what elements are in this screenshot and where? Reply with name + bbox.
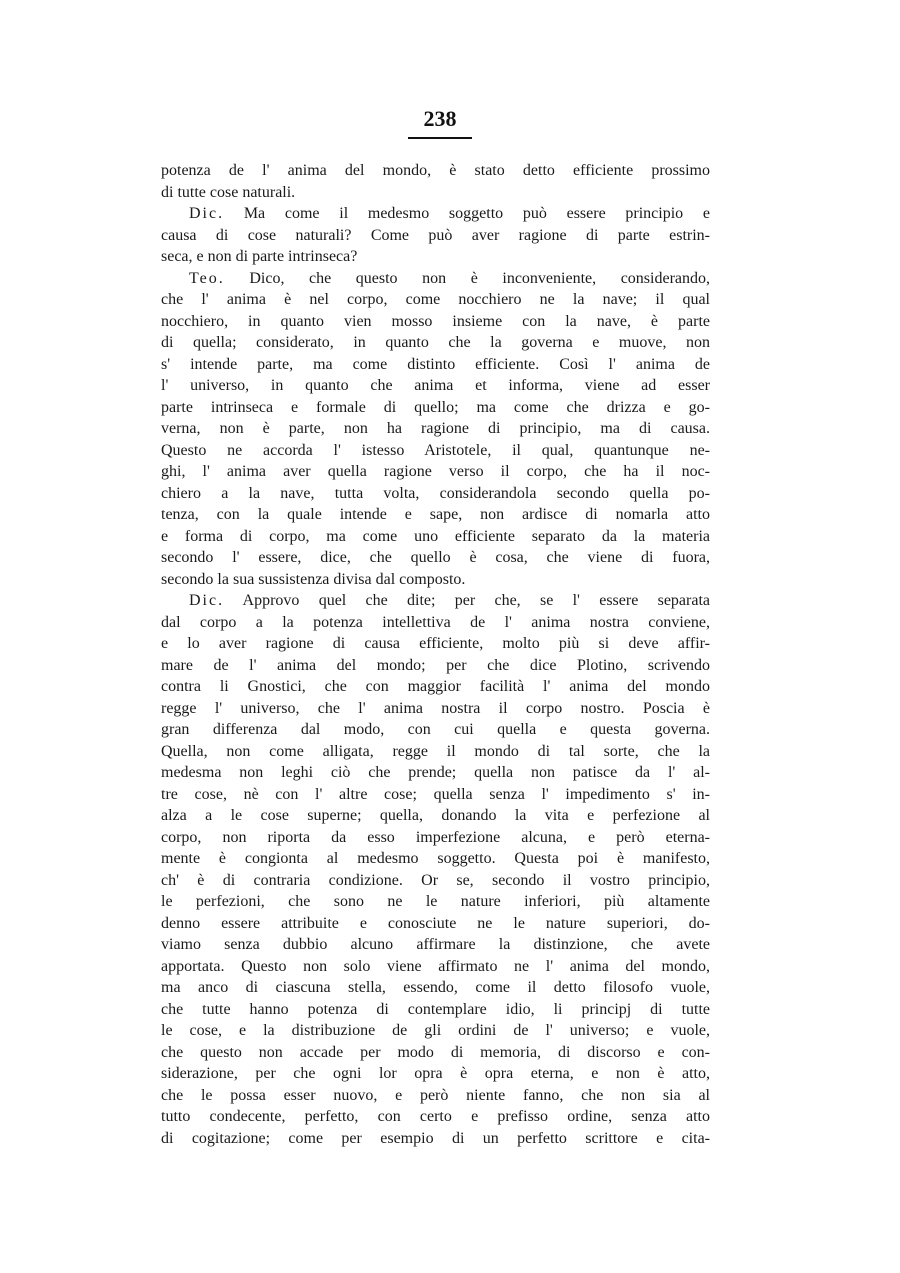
speaker-label: Dic. bbox=[189, 205, 225, 222]
text-line bbox=[161, 461, 710, 483]
line-text: le perfezioni, che sono ne le nature inferiori, più altamente bbox=[161, 893, 710, 910]
line-text: che tutte hanno potenza di contemplare idio, li principj di tutte bbox=[161, 1000, 710, 1018]
text-line bbox=[161, 612, 710, 634]
line-text: mare de l' anima del mondo; per che dice Plotino, scrivendo bbox=[161, 656, 710, 674]
text-line bbox=[161, 934, 710, 956]
text-line bbox=[161, 741, 710, 763]
text-line bbox=[161, 1128, 710, 1150]
text-line bbox=[161, 246, 710, 268]
text-line bbox=[161, 397, 710, 419]
line-text: viamo senza dubbio alcuno affirmare la distinzione, che avete bbox=[161, 936, 710, 953]
text-line bbox=[161, 311, 710, 333]
line-text: siderazione, per che ogni lor opra è opra eterna, e non è atto, bbox=[161, 1065, 710, 1082]
text-line bbox=[161, 913, 710, 935]
text-line bbox=[161, 569, 710, 591]
text-line bbox=[161, 1020, 710, 1042]
text-line bbox=[161, 547, 710, 569]
text-line bbox=[161, 526, 710, 548]
text-line bbox=[161, 827, 710, 849]
text-line bbox=[161, 848, 710, 870]
text-line bbox=[161, 1042, 710, 1064]
line-text: che le possa esser nuovo, e però niente fanno, che non sia al bbox=[161, 1086, 710, 1104]
line-text: Quella, non come alligata, regge il mondo di tal sorte, che la bbox=[161, 742, 710, 760]
speaker-label: Dic. bbox=[189, 592, 225, 609]
text-line bbox=[161, 225, 710, 247]
text-line bbox=[161, 633, 710, 655]
line-text: Ma come il medesmo soggetto può essere principio e bbox=[224, 205, 710, 222]
line-text: nocchiero, in quanto vien mosso insieme con la nave, è parte bbox=[161, 312, 710, 330]
text-line bbox=[161, 676, 710, 698]
text-line bbox=[161, 655, 710, 677]
line-text: s' intende parte, ma come distinto efficiente. Così l' anima de bbox=[161, 355, 710, 373]
text-line bbox=[161, 504, 710, 526]
line-text: tutto condecente, perfetto, con certo e prefisso ordine, senza atto bbox=[161, 1108, 710, 1125]
text-line bbox=[161, 698, 710, 720]
line-text: mente è congionta al medesmo soggetto. Questa poi è manifesto, bbox=[161, 850, 710, 867]
line-text: seca, e non di parte intrinseca? bbox=[161, 248, 358, 265]
line-text: dal corpo a la potenza intellettiva de l' anima nostra conviene, bbox=[161, 613, 710, 631]
line-text: di cogitazione; come per esempio di un perfetto scrittore e cita- bbox=[161, 1129, 710, 1147]
line-text: tre cose, nè con l' altre cose; quella senza l' impedimento s' in- bbox=[161, 785, 710, 803]
text-line bbox=[161, 805, 710, 827]
line-text: le cose, e la distribuzione de gli ordini de l' universo; e vuole, bbox=[161, 1022, 710, 1039]
line-text: ma anco di ciascuna stella, essendo, come il detto filosofo vuole, bbox=[161, 979, 710, 996]
line-text: e lo aver ragione di causa efficiente, molto più si deve affir- bbox=[161, 635, 710, 652]
text-line bbox=[161, 784, 710, 806]
line-text: l' universo, in quanto che anima et informa, viene ad esser bbox=[161, 377, 710, 394]
text-line bbox=[161, 203, 710, 225]
text-line bbox=[161, 354, 710, 376]
text-line bbox=[161, 332, 710, 354]
text-line bbox=[161, 870, 710, 892]
text-line bbox=[161, 977, 710, 999]
text-line bbox=[161, 160, 710, 182]
line-text: tenza, con la quale intende e sape, non ardisce di nomarla atto bbox=[161, 506, 710, 523]
line-text: Approvo quel che dite; per che, se l' essere separata bbox=[224, 592, 710, 609]
text-line bbox=[161, 719, 710, 741]
text-line bbox=[161, 440, 710, 462]
speaker-label: Teo. bbox=[189, 269, 225, 287]
text-line bbox=[161, 483, 710, 505]
line-text: regge l' universo, che l' anima nostra il corpo nostro. Poscia è bbox=[161, 699, 710, 717]
line-text: ghi, l' anima aver quella ragione verso il corpo, che ha il noc- bbox=[161, 463, 710, 480]
page-number: 238 bbox=[423, 106, 457, 131]
line-text: secondo l' essere, dice, che quello è cosa, che viene di fuora, bbox=[161, 549, 710, 566]
line-text: e forma di corpo, ma come uno efficiente separato da la materia bbox=[161, 527, 710, 545]
line-text: alza a le cose superne; quella, donando la vita e perfezione al bbox=[161, 807, 710, 824]
line-text: apportata. Questo non solo viene affirmato ne l' anima del mondo, bbox=[161, 957, 710, 975]
line-text: di quella; considerato, in quanto che la governa e muove, non bbox=[161, 334, 710, 351]
line-text: ch' è di contraria condizione. Or se, secondo il vostro principio, bbox=[161, 871, 710, 889]
line-text: causa di cose naturali? Come può aver ragione di parte estrin- bbox=[161, 226, 710, 244]
text-line bbox=[161, 956, 710, 978]
line-text: secondo la sua sussistenza divisa dal composto. bbox=[161, 570, 466, 588]
header-rule bbox=[408, 137, 472, 139]
text-line bbox=[161, 1085, 710, 1107]
text-line bbox=[161, 418, 710, 440]
line-text: che questo non accade per modo di memoria, di discorso e con- bbox=[161, 1043, 710, 1061]
line-text: di tutte cose naturali. bbox=[161, 183, 296, 201]
line-text: chiero a la nave, tutta volta, considerandola secondo quella po- bbox=[161, 484, 710, 502]
text-line bbox=[161, 891, 710, 913]
text-line bbox=[161, 590, 710, 612]
line-text: Questo ne accorda l' istesso Aristotele, il qual, quantunque ne- bbox=[161, 441, 710, 459]
text-line bbox=[161, 182, 710, 204]
line-text: medesma non leghi ciò che prende; quella non patisce da l' al- bbox=[161, 764, 710, 781]
text-line bbox=[161, 1063, 710, 1085]
text-line bbox=[161, 762, 710, 784]
text-line bbox=[161, 268, 710, 290]
line-text: denno essere attribuite e conosciute ne le nature superiori, do- bbox=[161, 914, 710, 932]
line-text: contra li Gnostici, che con maggior facilità l' anima del mondo bbox=[161, 678, 710, 695]
line-text: parte intrinseca e formale di quello; ma come che drizza e go- bbox=[161, 398, 710, 416]
line-text: Dico, che questo non è inconveniente, considerando, bbox=[224, 269, 710, 287]
text-line bbox=[161, 289, 710, 311]
line-text: che l' anima è nel corpo, come nocchiero ne la nave; il qual bbox=[161, 291, 710, 308]
line-text: corpo, non riporta da esso imperfezione alcuna, e però eterna- bbox=[161, 828, 710, 846]
text-line bbox=[161, 999, 710, 1021]
body-text bbox=[161, 160, 710, 1149]
line-text: verna, non è parte, non ha ragione di principio, ma di causa. bbox=[161, 420, 710, 437]
text-line bbox=[161, 1106, 710, 1128]
line-text: potenza de l' anima del mondo, è stato detto efficiente prossimo bbox=[161, 162, 710, 179]
text-line bbox=[161, 375, 710, 397]
line-text: gran differenza dal modo, con cui quella e questa governa. bbox=[161, 721, 710, 738]
